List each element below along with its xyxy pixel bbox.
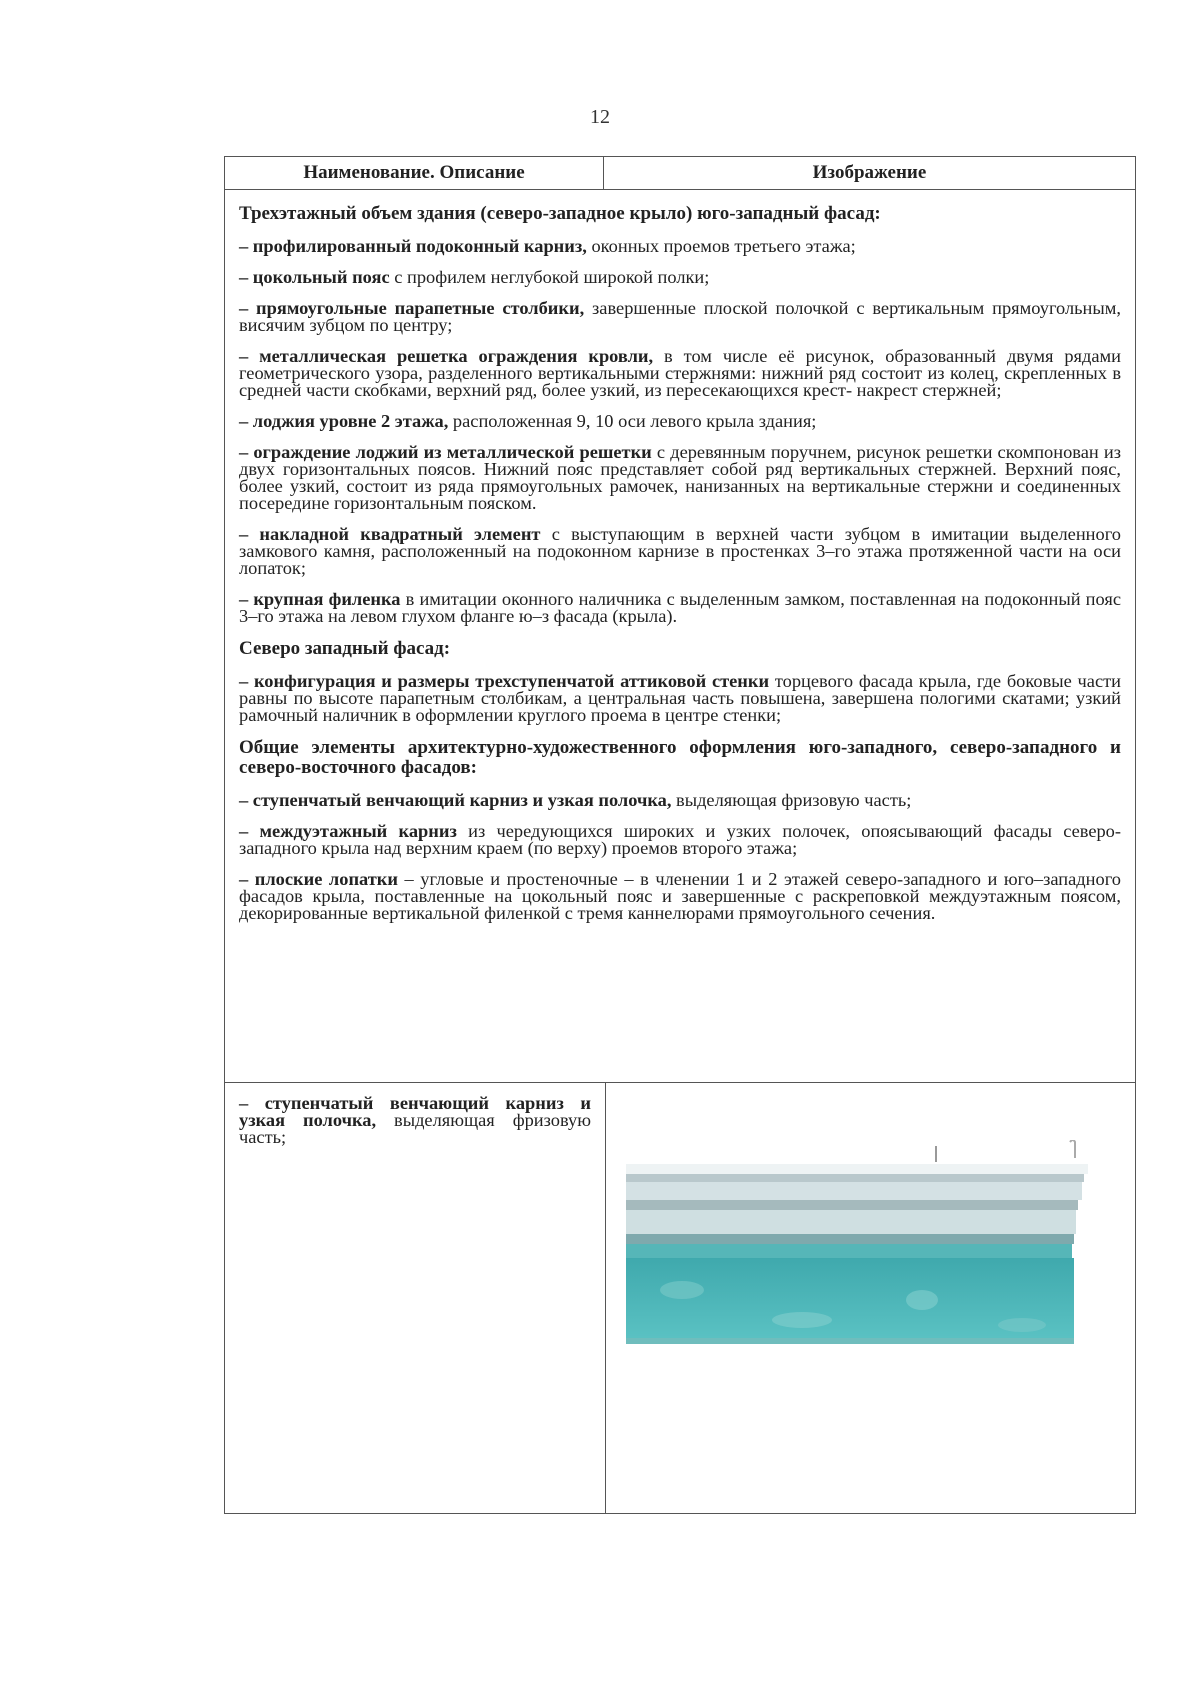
item-text: оконных проемов третьего этажа; bbox=[586, 236, 856, 256]
image-row bbox=[225, 1083, 1135, 1514]
description-item bbox=[239, 792, 1121, 809]
item-term: – цокольный пояс bbox=[239, 267, 390, 287]
item-term: – прямоугольные парапетные столбики, bbox=[239, 298, 585, 318]
item-term: – плоские лопатки bbox=[239, 869, 398, 889]
table-header-row bbox=[225, 157, 1135, 190]
item-text: с выступающим в верхней части зубцом в имитации выделенного замкового камня, расположенный на подоконном карнизе в простенках 3–го этажа протяженной части на оси лопаток; bbox=[239, 524, 1121, 578]
description-item bbox=[239, 871, 1121, 922]
items-common bbox=[239, 792, 1121, 922]
main-description-cell bbox=[225, 190, 1135, 1083]
description-item bbox=[239, 300, 1121, 334]
description-item bbox=[239, 269, 1121, 286]
cornice-photo bbox=[622, 1140, 1088, 1344]
description-item bbox=[239, 348, 1121, 399]
item-term: – профилированный подоконный карниз, bbox=[239, 236, 587, 256]
item-term: – ограждение лоджий из металлической решетки bbox=[239, 442, 652, 462]
description-item bbox=[239, 823, 1121, 857]
description-item bbox=[239, 673, 1121, 724]
item-term: – междуэтажный карниз bbox=[239, 821, 457, 841]
description-item bbox=[239, 413, 1121, 430]
header-name-description: Наименование. Описание bbox=[225, 157, 604, 189]
item-text: выделяющая фризовую часть; bbox=[671, 790, 912, 810]
item-text: с деревянным поручнем, рисунок решетки скомпонован из двух горизонтальных поясов. Нижний пояс представляет собой ряд вертикальных стержней. Верхний пояс, более узкий, состоит из ряда прямоугольных рамочек, нанизанных на вертикальные стержни и соединенных посередине горизонтальным пояском. bbox=[239, 442, 1121, 513]
page-number: 12 bbox=[590, 106, 610, 128]
item-term: – крупная филенка bbox=[239, 589, 401, 609]
header-image: Изображение bbox=[812, 162, 927, 183]
items-southwest bbox=[239, 238, 1121, 625]
image-cell bbox=[606, 1083, 1135, 1514]
description-item bbox=[239, 591, 1121, 625]
caption-bold: – ступенчатый венчающий карниз и узкая полочка, bbox=[239, 1093, 591, 1130]
item-text: расположенная 9, 10 оси левого крыла здания; bbox=[448, 411, 817, 431]
item-term: – накладной квадратный элемент bbox=[239, 524, 541, 544]
item-text: в имитации оконного наличника с выделенным замком, поставленная на подоконный пояс 3–го этажа на левом глухом фланге ю–з фасада (крыла). bbox=[239, 589, 1121, 626]
section-heading-southwest: Трехэтажный объем здания (северо-западное крыло) юго-западный фасад: bbox=[239, 203, 881, 224]
item-term: – металлическая решетка ограждения кровли, bbox=[239, 346, 654, 366]
item-text: – угловые и простеночные – в членении 1 и 2 этажей северо-западного и юго–западного фасадов крыла, поставленные на цокольный пояс и завершенные с раскреповкой междуэтажным поясом, декорированные вертикальной филенкой с тремя каннелюрами прямоугольного сечения. bbox=[239, 869, 1121, 923]
item-term: – ступенчатый венчающий карниз и узкая полочка, bbox=[239, 790, 672, 810]
item-term: – лоджия уровне 2 этажа, bbox=[239, 411, 449, 431]
item-text: в том числе её рисунок, образованный двумя рядами геометрического узора, разделенного вертикальными стержнями: нижний ряд состоит из колец, скрепленных в средней части скобками, верхний ряд, более узкий, из пересекающихся крест- накрест стержней; bbox=[239, 346, 1121, 400]
description-item bbox=[239, 238, 1121, 255]
description-item bbox=[239, 526, 1121, 577]
item-text: из чередующихся широких и узких полочек, опоясывающий фасады северо-западного крыла над верхним краем (по верху) проемов второго этажа; bbox=[239, 821, 1121, 858]
item-text: торцевого фасада крыла, где боковые части равны по высоте парапетным столбикам, а центральная часть повышена, завершена пологими скатами; узкий рамочный наличник в оформлении круглого проема в центре стенки; bbox=[239, 671, 1121, 725]
items-northwest bbox=[239, 673, 1121, 724]
description-item bbox=[239, 444, 1121, 512]
section-heading-common: Общие элементы архитектурно-художественного оформления юго-западного, северо-западного и северо-восточного фасадов: bbox=[239, 737, 1121, 778]
caption-text: выделяющая фризовую часть; bbox=[239, 1110, 591, 1147]
item-text: с профилем неглубокой широкой полки; bbox=[389, 267, 710, 287]
section-heading-northwest: Северо западный фасад: bbox=[239, 638, 451, 659]
description-table bbox=[224, 156, 1136, 1514]
image-caption-cell bbox=[225, 1083, 606, 1514]
item-term: – конфигурация и размеры трехступенчатой аттиковой стенки bbox=[239, 671, 770, 691]
item-text: завершенные плоской полочкой с вертикальным прямоугольным, висячим зубцом по центру; bbox=[239, 298, 1121, 335]
